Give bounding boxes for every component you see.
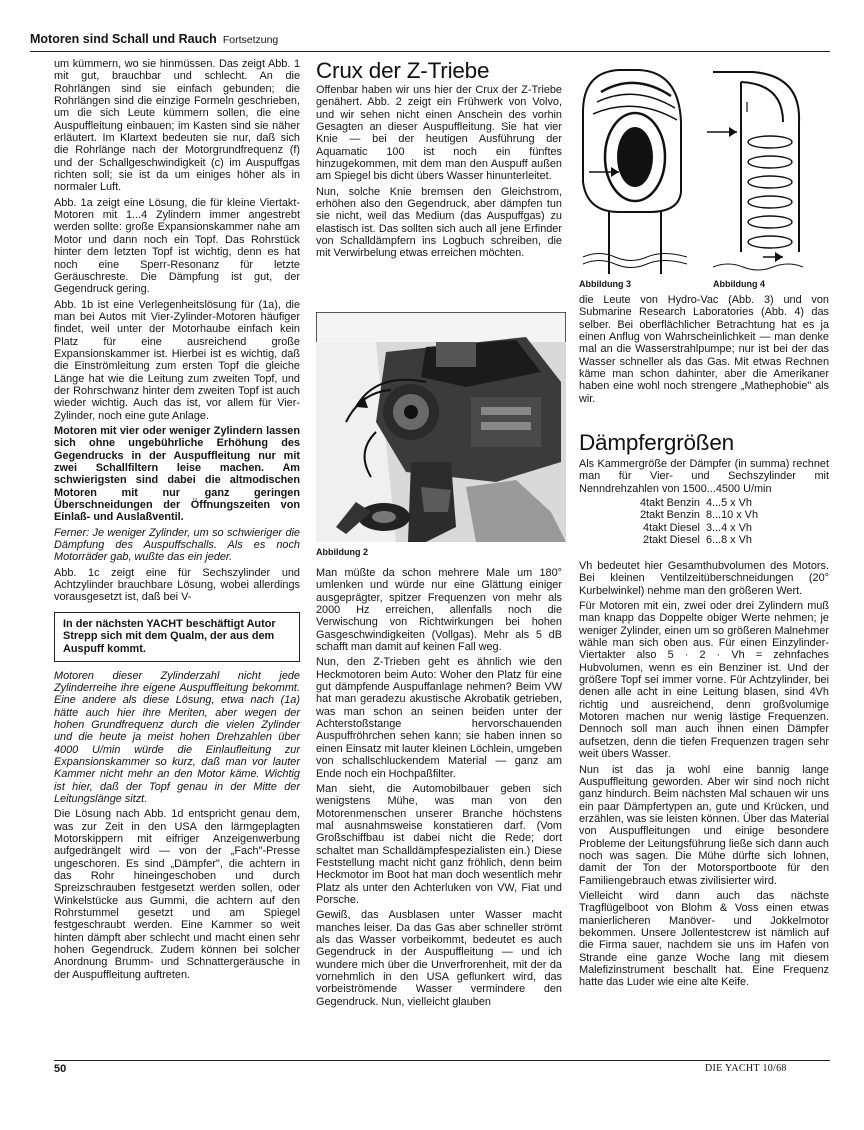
paragraph: Für Motoren mit ein, zwei oder drei Zylindern muß man knapp das Doppelte obiger Werte nehmen; je weniger Zylinder, einen um so größeren Malnehmer wähle man sich oben aus. Für einen Einzylinder-Viertakter also 5 · 2 · Vh = zehnfaches Hubvolumen, wenn es ein Benziner ist. Und der größere Topf sei immer vorne. Für Achtzylinder, bei denen alle acht in eine Leitung blasen, sind 4Vh richtig und ausreichend, denn großvolumige Motoren machen nur wenig lästige Frequenzen. Dennoch soll man auch ihnen einen Dämpfer aufsetzen, denn die tiefen Frequenzen tragen sehr weit übers Wasser. xyxy=(579,600,829,761)
header-rule xyxy=(30,51,830,52)
paragraph: Nun, den Z-Trieben geht es ähnlich wie den Heckmotoren beim Auto: Woher den Platz für eine gut dämpfende Auspuffanlage nehmen? Beim VW hat man geradezu akustische Akrobatik getrieben, was man schon an seinen beiden unter der Achterstoßstange hervorschauenden Auspuffröhrchen sehen kann; sie haben innen so einen Einsatz mit lauter kleinen Löchlein, umgeben von schallschluckendem Material — ganz am Ende noch ein Hochpaßfilter. xyxy=(316,656,562,780)
italic-paragraph: Motoren dieser Zylinderzahl nicht jede Zylinderreihe ihre eigene Auspuffleitung bekommt. Eine andere als diese Lösung, etwa nach (1a) hätte auch hier ihre Meriten, aber wegen der hohen Grundfrequenz durch die vielen Zylinder und die heute ja meist hohen Drehzahlen über 4000 U/min würde die Einlaufleitung zur Expansionskammer so kurz, daß man vor lauter Kammer nicht mehr an den Motor käme. Wichtig ist hier, daß der Topf genau in der Mitte der Leitungslänge sitzt. xyxy=(54,669,300,805)
column-3-middle xyxy=(579,458,829,550)
header-title: Motoren sind Schall und Rauch xyxy=(30,32,217,46)
header-continuation: Fortsetzung xyxy=(222,34,279,46)
engine-type: 2takt Diesel xyxy=(643,534,700,547)
table-row xyxy=(637,509,761,521)
paragraph: Abb. 1c zeigt eine für Sechszylinder und Achtzylinder brauchbare Lösung, wobei allerdings vorausgesetzt ist, daß bei V- xyxy=(54,566,300,604)
engine-type: 4takt Benzin xyxy=(640,497,700,510)
column-2-top xyxy=(316,84,562,263)
hydro-vac-drawing xyxy=(579,62,691,274)
paragraph: Vielleicht wird dann auch das nächste Tragflügelboot von Blohm & Voss einen etwas manierlicheren Manöver- und Jokkelmotor bekommen. Unsere Jollentestcrew ist nämlich auf die Firma sauer, nachdem sie uns im Hafen von Strande eine ganze Woche lang mit diesem Malefizinstrument beschallt hat. Eine Frequenz hatte das Luder wie eine alte Keife. xyxy=(579,889,829,989)
paragraph: Man sieht, die Automobilbauer geben sich wenigstens Mühe, was man von den Motorenmenschen unserer Branche höchstens mal ausnahmsweise konstatieren darf. (Vom Großschiffbau ist dabei nicht die Rede; dort schaltet man Schalldämpfespezialisten ein.) Diese Feststellung macht nicht ganz fröhlich, denn beim Heckmotor im Boot hat man doch wesentlich mehr Platz als unter den Achterluken von VW, Fiat und Porsche. xyxy=(316,782,562,906)
paragraph: Abb. 1b ist eine Verlegenheitslösung für (1a), die man bei Autos mit Vier-Zylinder-Motoren häufiger findet, weil unter der Motorhaube einfach kein Platz für eine ausreichend große Expansionskammer ist. Hierbei ist es wichtig, daß die Einströmleitung zum ersten Topf die gleiche Länge hat wie die Leitung zum zweiten Topf, und der Rohrschwanz hinter dem zweiten Topf ist auch wieder wichtig. Auch das ist, vor allem für Vier-Zylinder, noch eine gute Anlage. xyxy=(54,298,300,422)
section-title-daempfergroessen: Dämpfergrößen xyxy=(579,430,734,455)
chamber-factor: 3...4 x Vh xyxy=(705,521,752,534)
column-3-top xyxy=(579,294,829,408)
section-title-crux: Crux der Z-Triebe xyxy=(316,58,490,83)
italic-paragraph: Ferner: Je weniger Zylinder, um so schwieriger die Dämpfung des Auspuffschalls. Als es noch Motorräder gab, wußte das ein jeder. xyxy=(54,526,300,564)
table-row xyxy=(637,522,761,534)
figure-4-caption: Abbildung 4 xyxy=(713,279,765,289)
column-3-bottom xyxy=(579,560,829,992)
callout-box xyxy=(54,612,300,662)
paragraph: Als Kammergröße der Dämpfer (in summa) rechnet man für Vier- und Sechszylinder mit Nenndrehzahlen von 1500...4500 U/min xyxy=(579,458,829,495)
paragraph: Gewiß, das Ausblasen unter Wasser macht manches leiser. Da das Gas aber schneller strömt als das Wasser vorbeikommt, bedeutet es auch Gegendruck in der Auspuffleitung — und ich wundere mich über die Unverfrorenheit, mit der da vornehmlich in den USA geflunkert wird, das vorbeiströmende Wasser vermindere den Gegendruck. Nun, vielleicht glauben xyxy=(316,909,562,1008)
footer-rule xyxy=(54,1060,830,1061)
paragraph: um kümmern, wo sie hinmüssen. Das zeigt Abb. 1 mit gut, brauchbar und schlecht. An die Rohrlängen sind sie einfach gebunden; die Rohrlängen sind die einzige Formeln geschrieben, um die sich Leute kümmern sollen, die eine Auspuffleitung einbauen; im Kasten sind sie näher erläutert. Im Klartext bedeuten sie nur, daß sich die Rohrlänge nach der Motorgrundfrequenz (f) und der Schallgeschwindigkeit (c) im Auspuffgas richten soll; sie ist da um einiges höher als in normaler Luft. xyxy=(54,58,300,194)
column-2-bottom xyxy=(316,567,562,1011)
bold-paragraph: Motoren mit vier oder weniger Zylindern lassen sich ohne ungebührliche Erhöhung des Gegendrucks in der Auspuffleitung nur mit zwei Schallfiltern leise machen. Am schwierigsten sind dabei die altmodischen Motoren mit nur ganz geringen Überschneidungen der Öffnungszeiten von Einlaß- und Auslaßventil. xyxy=(54,424,300,524)
paragraph: Man müßte da schon mehrere Male um 180° umlenken und würde nur eine Glättung einiger ausgeprägter, spitzer Frequenzen von mehr als 2000 Hz erreichen, allenfalls noch die Verwischung von Richtwirkungen bei hohen Gasgeschwindigkeiten (Vollgas). Mehr als 5 dB schafft man damit auf keinen Fall weg. xyxy=(316,567,562,654)
column-1 xyxy=(54,58,300,984)
engine-photo-image xyxy=(316,312,566,542)
page-number: 50 xyxy=(54,1063,67,1075)
paragraph: die Leute von Hydro-Vac (Abb. 3) und von Submarine Research Laboratories (Abb. 4) das selber. Bei oberflächlicher Betrachtung hat es ja einen Anflug von Wahrscheinlichkeit — man denke mal an die Wasserstrahlpumpe; nur ist bei der das Wasser schneller als das Gas. Mit etwas Rechnen käme man schon dahinter, aber die Amerikaner haben eine wohl noch strengere „Mathephobie" als wir. xyxy=(579,294,829,405)
chamber-size-table xyxy=(637,497,761,546)
paragraph: Nun ist das ja wohl eine bannig lange Auspuffleitung geworden. Aber wir sind noch nicht ganz hindurch. Beim nächsten Mal schauen wir uns ein paar Dämpfertypen an, gute und Krücken, und erzählen, was sie leisten können. Über das Material von Auspuffleitungen und einige besondere Probleme der Leitungsführung ließe sich dann auch noch was sagen. Die Mühe dürfte sich lohnen, damit der Ton der Motorsportboote für den Familiengebrauch etwas zivilisierter wird. xyxy=(579,763,829,887)
engine-type: 2takt Benzin xyxy=(640,509,700,522)
submarine-research-drawing xyxy=(703,62,803,274)
engine-type: 4takt Diesel xyxy=(643,521,700,534)
figure-3-caption: Abbildung 3 xyxy=(579,279,631,289)
magazine-issue: DIE YACHT 10/68 xyxy=(705,1063,787,1074)
figure-2-caption: Abbildung 2 xyxy=(316,547,368,557)
table-row xyxy=(637,497,761,509)
paragraph: Nun, solche Knie bremsen den Gleichstrom, erhöhen also den Gegendruck, aber dämpfen tun sie nicht, weil das Medium (das Auspuffgas) zu elastisch ist. Das sollten sich auch all jene Erfinder von Schalldämpfern ins Logbuch schreiben, die mit Verwirbelung etwas erreichen möchten. xyxy=(316,185,562,260)
paragraph: Die Lösung nach Abb. 1d entspricht genau dem, was zur Zeit in den USA den lärmgeplagten Motorskippern mit eifriger Anzeigenwerbung aufgedrängelt wird — von der „Fach"-Presse ungeschoren. Es sind „Dämpfer", die achtern in das Rohr hineingeschoben und durch Spreizschrauben festgesetzt werden sollen, oder Winkelstücke aus Gummi, die achtern auf den Rohrstummel gesetzt und am Spiegel festgeschraubt werden. Eine Kammer so weit hinten dämpft aber schlecht und macht einen sehr hohen Gegendruck. Zudem können bei solcher Anordnung Brumm- und Schnattergeräusche in der Auspuffleitung auftreten. xyxy=(54,808,300,981)
table-row xyxy=(637,534,761,546)
chamber-factor: 6...8 x Vh xyxy=(705,534,752,547)
page-header xyxy=(30,30,830,52)
figure-3-drawing xyxy=(579,62,691,274)
paragraph: Vh bedeutet hier Gesamthubvolumen des Motors. Bei kleinen Ventilzeitüberschneidungen (20° Kurbelwinkel) nehme man den größeren Wert. xyxy=(579,560,829,597)
figure-4-drawing xyxy=(703,62,803,274)
chamber-factor: 4...5 x Vh xyxy=(705,497,752,510)
figure-2-engine-photo xyxy=(316,312,566,542)
chamber-factor: 8...10 x Vh xyxy=(705,509,759,522)
paragraph: Abb. 1a zeigt eine Lösung, die für kleine Viertakt-Motoren mit 1...4 Zylindern immer angestrebt werden sollte: große Expansionskammer nahe am Motor und dann noch ein Topf. Das Rohrstück hinter dem letzten Topf ist wichtig, denn es hat noch eine Sperr-Resonanz für letzte Geräuschreste. Die Dämpfung ist gut, der Gegendruck gering. xyxy=(54,196,300,296)
paragraph: Offenbar haben wir uns hier der Crux der Z-Triebe genähert. Abb. 2 zeigt ein Frühwerk von Volvo, und wir sehen nicht einen Anschein des vorhin Gesagten an dieser Auspuffleitung. Sie hat vier Knie — bei der heutigen Ausführung der Aquamatic 100 ist noch ein fünftes hinzugekommen, mit dem man den Auspuff außen am Spiegel bis dicht übers Wasser hinunterleitet. xyxy=(316,84,562,183)
callout-text: In der nächsten YACHT beschäftigt Autor Strepp sich mit dem Qualm, der aus dem Auspuff kommt. xyxy=(63,617,276,655)
